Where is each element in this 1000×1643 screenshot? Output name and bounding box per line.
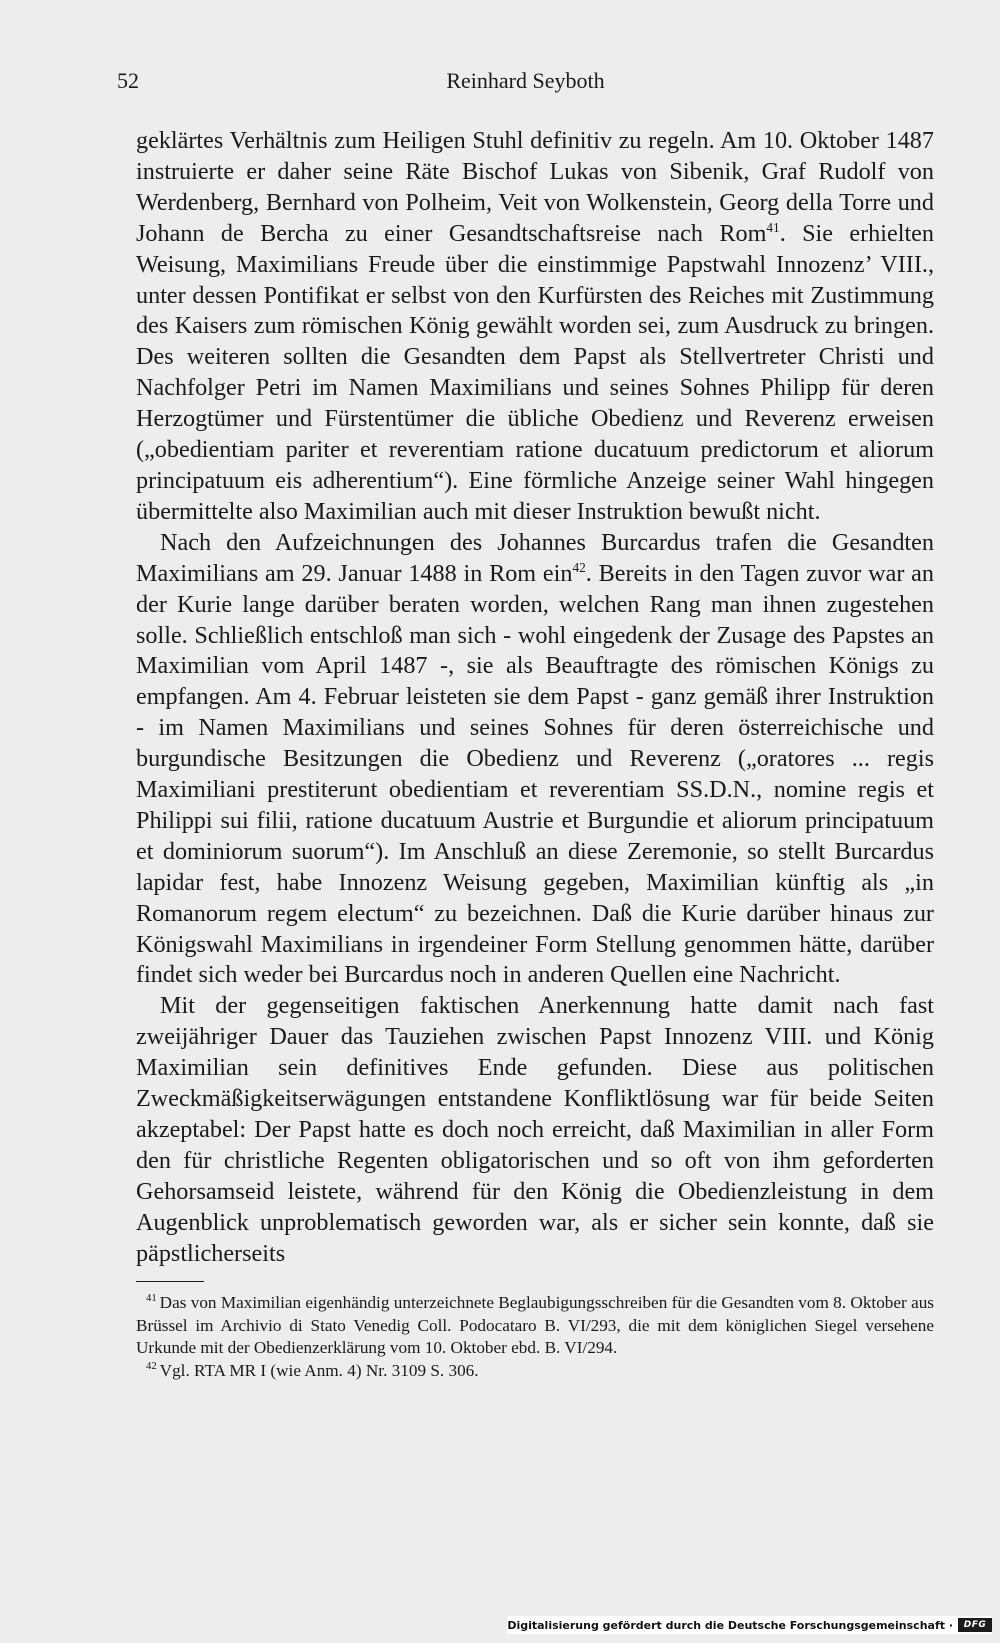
paragraph-1 bbox=[136, 126, 934, 528]
footnotes bbox=[136, 1292, 934, 1383]
paragraph-2-text-b: . Bereits in den Tagen zuvor war an der Kurie lange darüber beraten worden, welchen Rang man ihnen zugestehen solle. Schließlich entschloß man sich - wohl eingedenk der Zusage des Papstes an Maximilian vom April 1487 -, sie als Beauftragte des römischen Königs zu empfangen. Am 4. Februar leisteten sie dem Papst - ganz gemäß ihrer Instruktion - im Namen Maximilians und seines Sohnes für deren österreichische und burgundische Besitzungen die Obedienz und Reverenz („oratores ... regis Maximiliani prestiterunt obedientiam et reverentiam SS.D.N., nomine regis et Philippi sui filii, ratione ducatuum Austrie et Burgundie et aliorum principatuum et dominiorum suorum“). Im Anschluß an diese Zeremonie, so stellt Burcardus lapidar fest, habe Innozenz Weisung gegeben, Maximilian künftig als „in Romanorum regem electum“ zu bezeichnen. Daß die Kurie darüber hinaus zur Königswahl Maximilians in irgendeiner Form Stellung genommen hätte, darüber findet sich weder bei Burcardus noch in anderen Quellen eine Nachricht. bbox=[136, 559, 934, 989]
paragraph-1-text-a: geklärtes Verhältnis zum Heiligen Stuhl definitiv zu regeln. Am 10. Oktober 1487 instruierte er daher seine Räte Bischof Lukas von Sibenik, Graf Rudolf von Werdenberg, Bernhard von Polheim, Veit von Wolkenstein, Georg della Torre und Johann de Bercha zu einer Gesandtschaftsreise nach Rom bbox=[136, 127, 934, 247]
body-text bbox=[136, 126, 934, 1270]
running-head-author: Reinhard Seyboth bbox=[446, 68, 605, 93]
footnote-41-number: 41 bbox=[146, 1293, 157, 1305]
digitization-credit bbox=[507, 1616, 992, 1634]
footnote-41-text: Das von Maximilian eigenhändig unterzeichnete Beglaubigungsschreiben für die Gesandten vom 8. Oktober aus Brüssel im Archivio di Stato Venedig Coll. Podocataro B. VI/293, die mit dem königlichen Siegel versehene Urkunde mit der Obedienzerklärung vom 10. Oktober ebd. B. VI/294. bbox=[136, 1293, 934, 1358]
footnote-42-text: Vgl. RTA MR I (wie Anm. 4) Nr. 3109 S. 306. bbox=[159, 1361, 479, 1381]
credit-text: Digitalisierung gefördert durch die Deutsche Forschungsgemeinschaft · bbox=[507, 1618, 953, 1632]
footnote-42-number: 42 bbox=[146, 1361, 157, 1373]
running-head bbox=[117, 68, 934, 102]
paragraph-3: Mit der gegenseitigen faktischen Anerkennung hatte damit nach fast zweijähriger Dauer das Tauziehen zwischen Papst Innozenz VIII. und König Maximilian sein definitives Ende gefunden. Diese aus politischen Zweckmäßigkeitserwägungen entstandene Konfliktlösung war für beide Seiten akzeptabel: Der Papst hatte es doch noch erreicht, daß Maximilian in aller Form den für christliche Regenten obligatorischen und so oft von ihm geforderten Gehorsamseid leistete, während für den König die Obedienzleistung in dem Augenblick unproblematisch geworden war, als er sicher sein konnte, daß sie päpstlicherseits bbox=[136, 992, 934, 1267]
footnote-42 bbox=[136, 1360, 934, 1383]
dfg-logo-icon: DFG bbox=[958, 1618, 992, 1632]
paragraph-1-text-b: . Sie erhielten Weisung, Maximilians Freude über die einstimmige Papstwahl Innozenz’ VIII., unter dessen Pontifikat er selbst von den Kurfürsten des Reiches mit Zustimmung des Kaisers zum römischen König gewählt worden sei, zum Ausdruck zu bringen. Des weiteren sollten die Gesandten dem Papst als Stellvertreter Christi und Nachfolger Petri im Namen Maximilians und seines Sohnes Philipp für deren Herzogtümer und Fürstentümer die übliche Obedienz und Reverenz erweisen („obedientiam pariter et reverentiam ratione ducatuum predictorum et aliorum principatuum eis adherentium“). Eine förmliche Anzeige seiner Wahl hingegen übermittelte also Maximilian auch mit dieser Instruktion bewußt nicht. bbox=[136, 219, 934, 525]
paragraph-2-text-a: Nach den Aufzeichnungen des Johannes Burcardus trafen die Gesandten Maximilians am 29. Januar 1488 in Rom ein bbox=[136, 528, 934, 587]
page-number: 52 bbox=[117, 68, 139, 93]
footnote-ref-41[interactable]: 41 bbox=[766, 219, 780, 235]
footnote-ref-42[interactable]: 42 bbox=[572, 559, 586, 575]
paragraph-2 bbox=[136, 528, 934, 992]
footnote-divider bbox=[136, 1281, 204, 1282]
footnote-41 bbox=[136, 1292, 934, 1360]
